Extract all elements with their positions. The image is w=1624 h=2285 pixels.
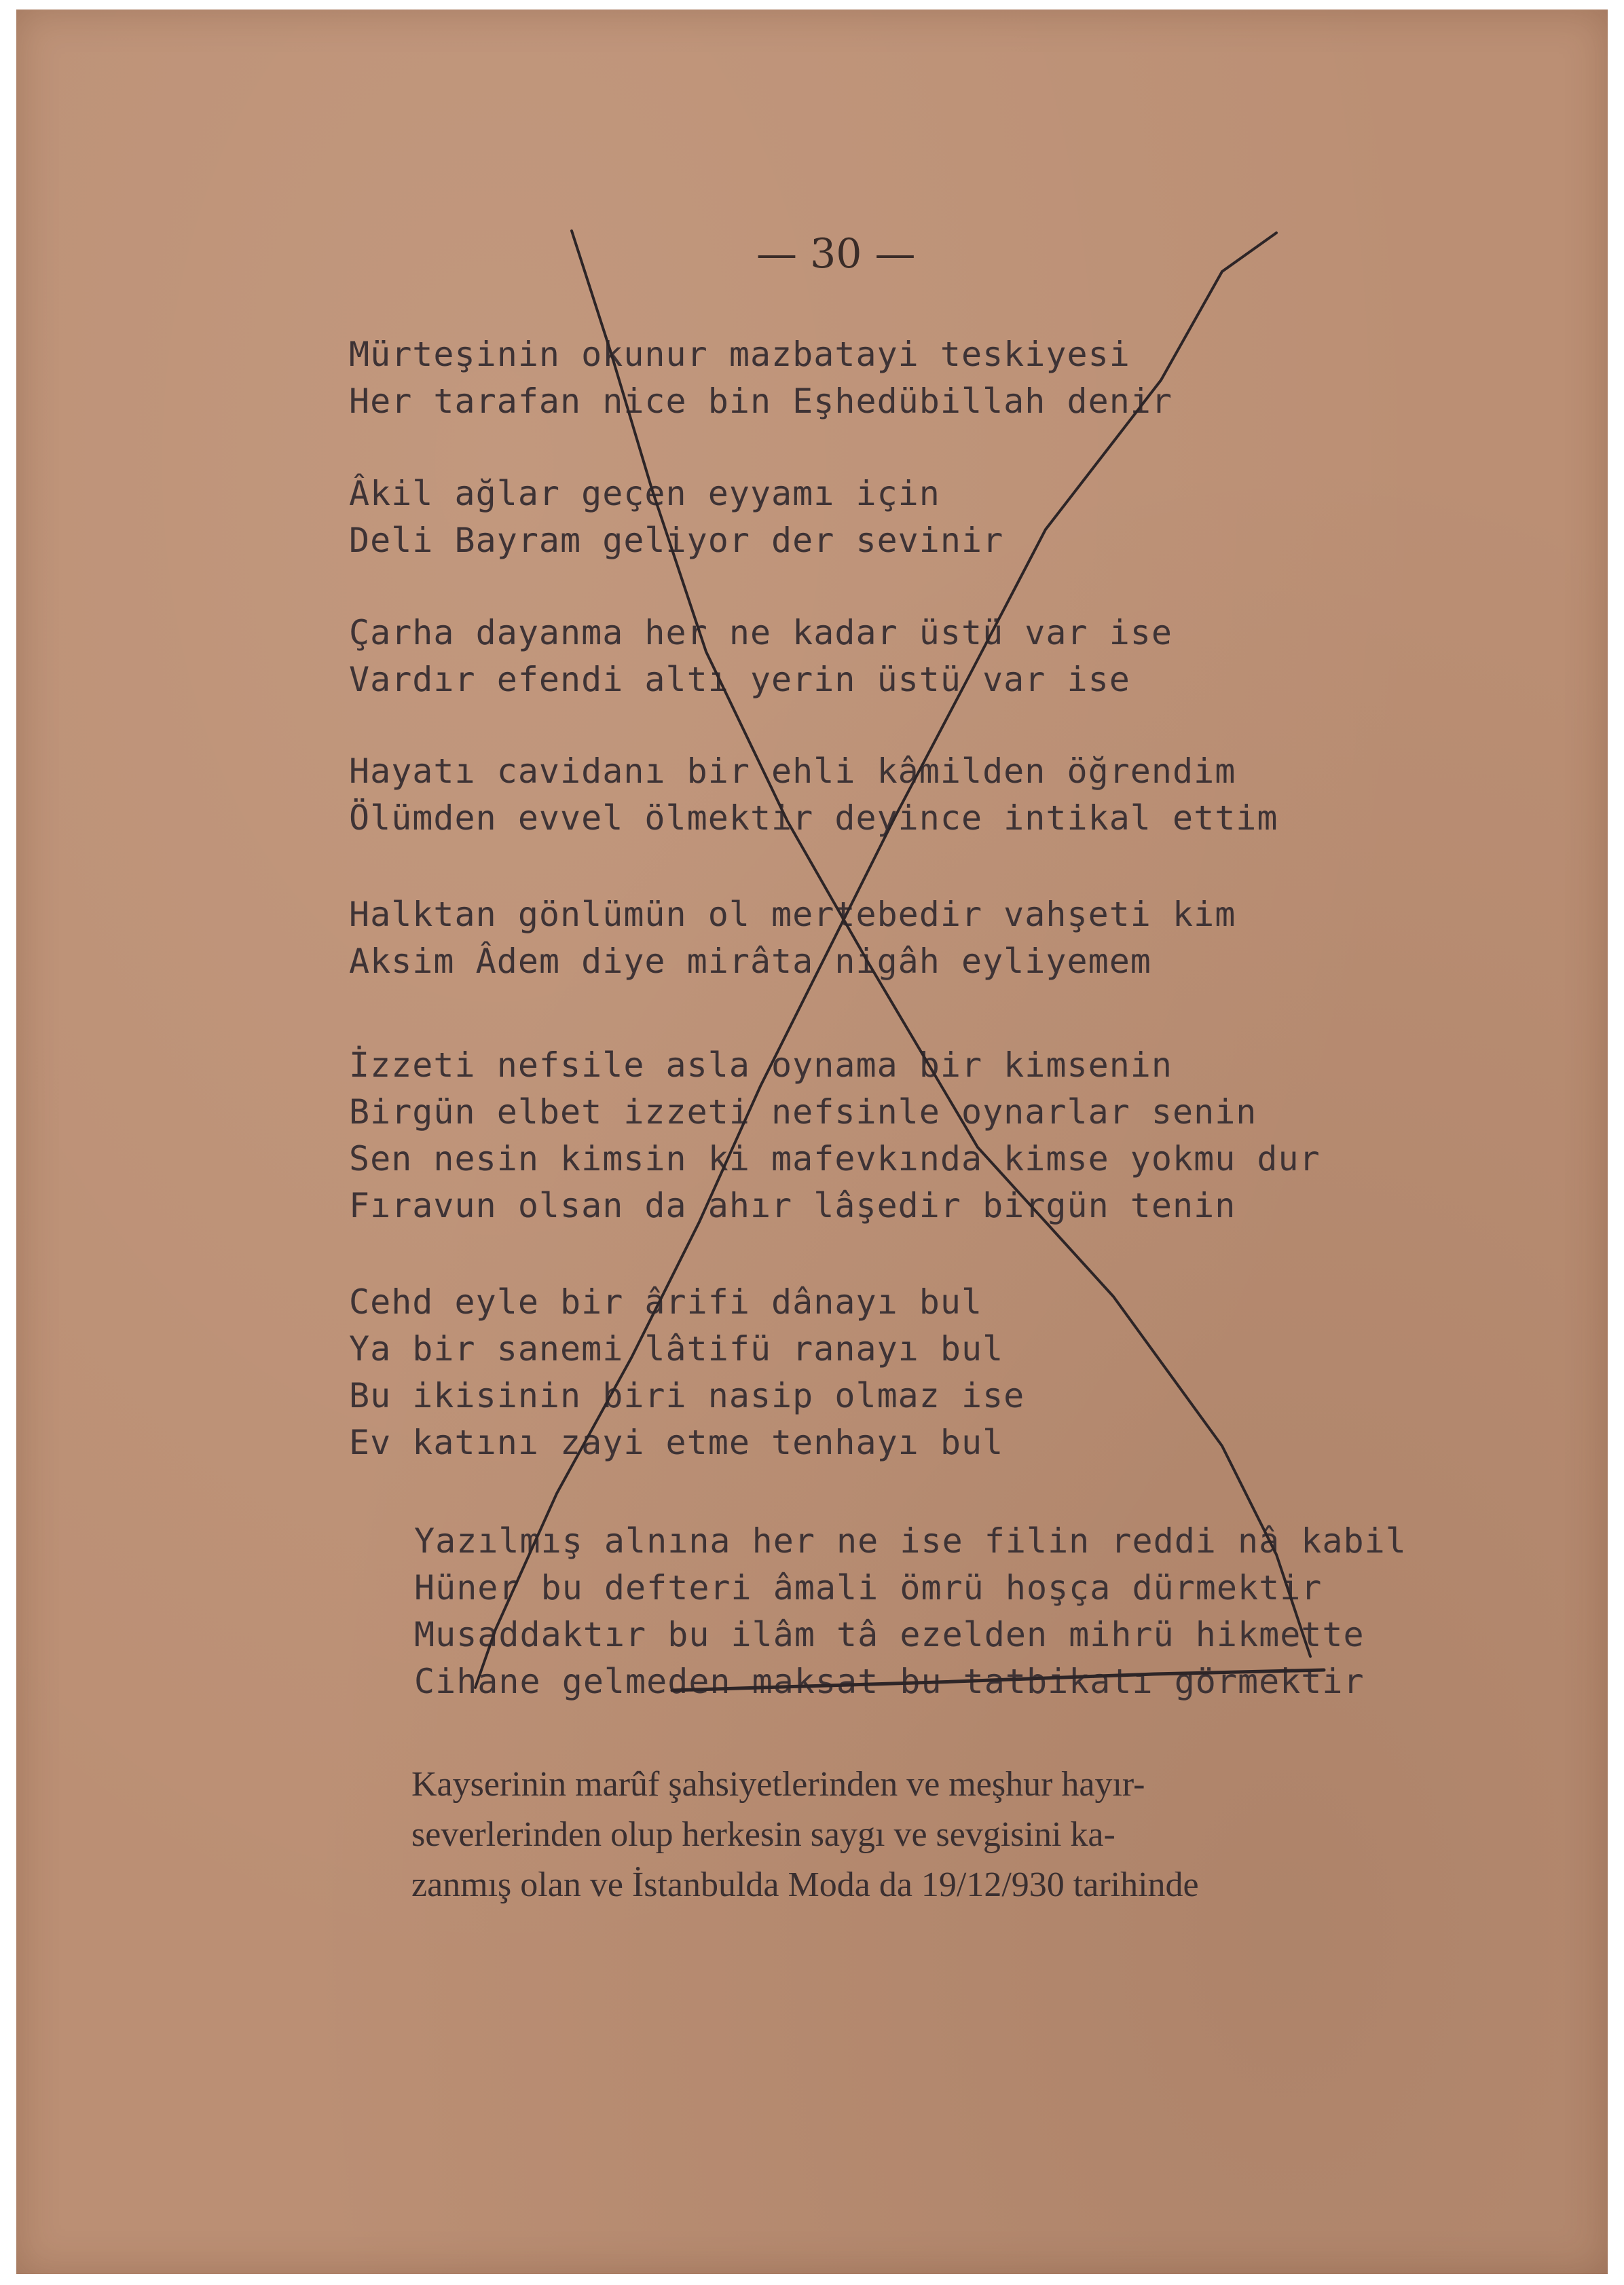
page-number: — 30 — bbox=[756, 230, 916, 278]
paragraph-line: zanmış olan ve İstanbulda Moda da 19/12/930 tarihinde bbox=[411, 1865, 1199, 1904]
verse-line: Vardır efendi altı yerin üstü var ise bbox=[349, 660, 1130, 699]
verse-line: Cihane gelmeden maksat bu tatbikatı görmektir bbox=[414, 1662, 1365, 1701]
verse-line: Musaddaktır bu ilâm tâ ezelden mihrü hikmette bbox=[414, 1615, 1365, 1654]
verse-line: Cehd eyle bir ârifi dânayı bul bbox=[349, 1282, 983, 1322]
book-page bbox=[16, 10, 1608, 2274]
verse-line: Deli Bayram geliyor der sevinir bbox=[349, 521, 1004, 560]
verse-line: Ev katını zayi etme tenhayı bul bbox=[349, 1423, 1004, 1462]
verse-line: Hüner bu defteri âmali ömrü hoşça dürmektir bbox=[414, 1568, 1323, 1608]
verse-line: Sen nesin kimsin ki mafevkında kimse yokmu dur bbox=[349, 1139, 1321, 1178]
verse-line: Yazılmış alnına her ne ise filin reddi nâ kabil bbox=[414, 1521, 1407, 1561]
paragraph-line: severlerinden olup herkesin saygı ve sevgisini ka- bbox=[411, 1815, 1115, 1854]
verse-line: Mürteşinin okunur mazbatayi teskiyesi bbox=[349, 335, 1130, 374]
verse-line: Halktan gönlümün ol mertebedir vahşeti kim bbox=[349, 895, 1236, 934]
verse-line: Fıravun olsan da ahır lâşedir birgün tenin bbox=[349, 1186, 1236, 1225]
verse-line: Aksim Âdem diye mirâta nigâh eyliyemem bbox=[349, 942, 1151, 981]
verse-line: Ölümden evvel ölmektir deyince intikal ettim bbox=[349, 798, 1278, 838]
verse-line: Birgün elbet izzeti nefsinle oynarlar senin bbox=[349, 1092, 1257, 1132]
verse-line: Hayatı cavidanı bir ehli kâmilden öğrendim bbox=[349, 751, 1236, 791]
verse-line: Her tarafan nice bin Eşhedübillah denir bbox=[349, 382, 1173, 421]
verse-line: Ya bir sanemi lâtifü ranayı bul bbox=[349, 1329, 1004, 1369]
verse-line: Çarha dayanma her ne kadar üstü var ise bbox=[349, 613, 1173, 652]
paragraph-line: Kayserinin marûf şahsiyetlerinden ve meşhur hayır- bbox=[411, 1765, 1145, 1804]
verse-line: Âkil ağlar geçen eyyamı için bbox=[349, 474, 940, 513]
verse-line: İzzeti nefsile asla oynama bir kimsenin bbox=[349, 1045, 1173, 1085]
verse-line: Bu ikisinin biri nasip olmaz ise bbox=[349, 1376, 1025, 1415]
